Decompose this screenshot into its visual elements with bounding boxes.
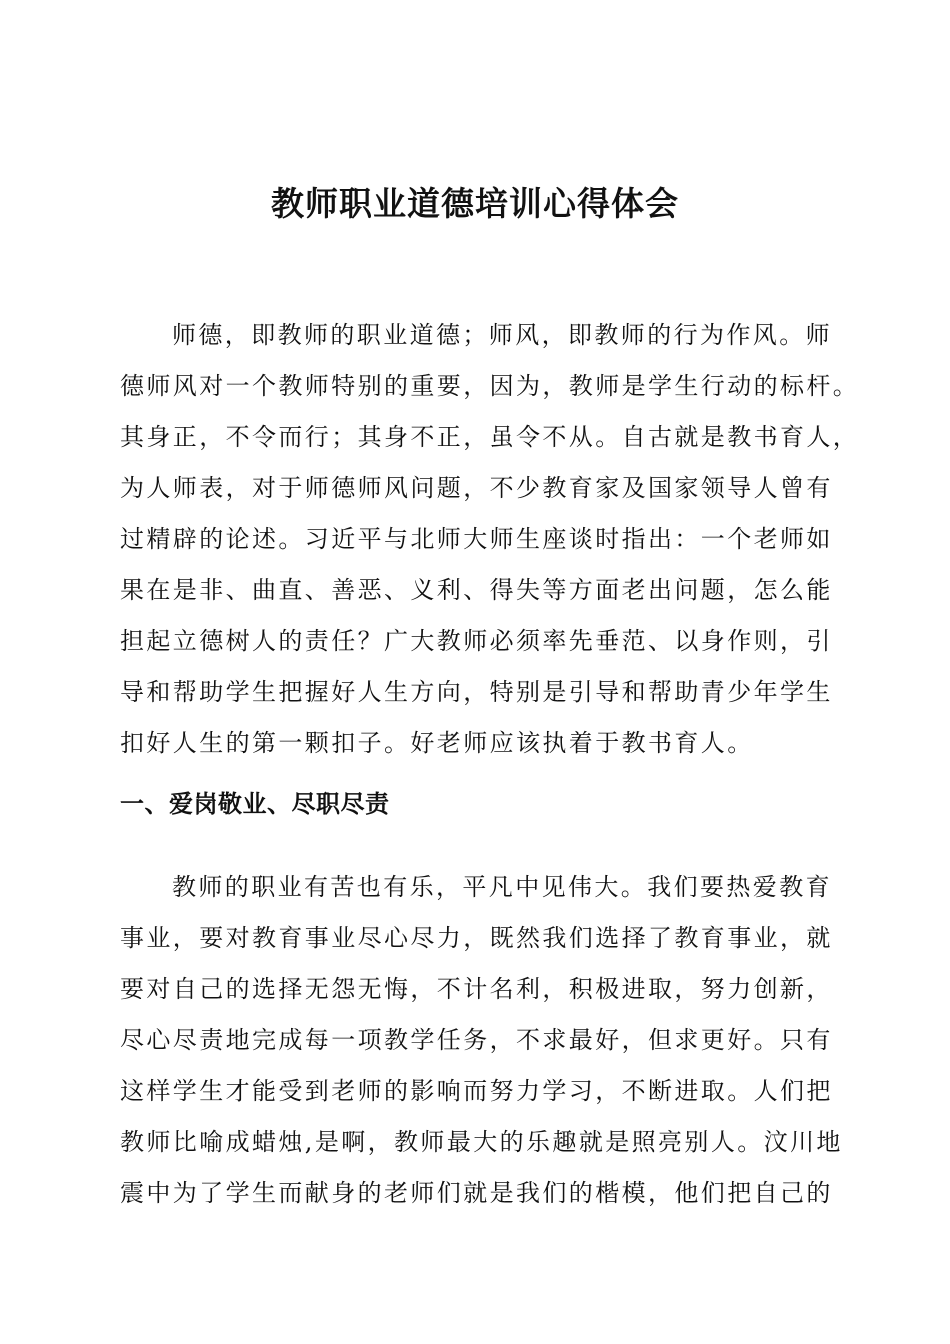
- paragraph-line: 尽心尽责地完成每一项教学任务，不求最好，但求更好。只有: [120, 1026, 833, 1054]
- paragraph-line: 要对自己的选择无怨无悔，不计名利，积极进取，努力创新，: [120, 975, 833, 1003]
- section-1-paragraph: [120, 862, 843, 1219]
- paragraph-line: 德师风对一个教师特别的重要，因为，教师是学生行动的标杆。: [120, 372, 860, 400]
- paragraph-line: 导和帮助学生把握好人生方向，特别是引导和帮助青少年学生: [120, 678, 833, 706]
- paragraph-line: 担起立德树人的责任？广大教师必须率先垂范、以身作则，引: [120, 627, 833, 655]
- paragraph-line: 师德，即教师的职业道德；师风，即教师的行为作风。师: [172, 321, 832, 349]
- paragraph-line: 其身正，不令而行；其身不正，虽令不从。自古就是教书育人，: [120, 423, 860, 451]
- intro-paragraph: [120, 310, 860, 769]
- paragraph-line: 这样学生才能受到老师的影响而努力学习，不断进取。人们把: [120, 1077, 833, 1105]
- paragraph-line: 扣好人生的第一颗扣子。好老师应该执着于教书育人。: [120, 729, 754, 757]
- paragraph-line: 过精辟的论述。习近平与北师大师生座谈时指出：一个老师如: [120, 525, 833, 553]
- document-title: 教师职业道德培训心得体会: [271, 184, 679, 223]
- paragraph-line: 为人师表，对于师德师风问题，不少教育家及国家领导人曾有: [120, 474, 833, 502]
- paragraph-line: 事业，要对教育事业尽心尽力，既然我们选择了教育事业，就: [120, 924, 833, 952]
- paragraph-line: 教师的职业有苦也有乐，平凡中见伟大。我们要热爱教育: [172, 873, 832, 901]
- paragraph-line: 果在是非、曲直、善恶、义利、得失等方面老出问题，怎么能: [120, 576, 833, 604]
- paragraph-line: 教师比喻成蜡烛,是啊，教师最大的乐趣就是照亮别人。汶川地: [120, 1128, 843, 1156]
- paragraph-line: 震中为了学生而献身的老师们就是我们的楷模，他们把自己的: [120, 1179, 833, 1207]
- section-heading: 一、爱岗敬业、尽职尽责: [120, 790, 390, 818]
